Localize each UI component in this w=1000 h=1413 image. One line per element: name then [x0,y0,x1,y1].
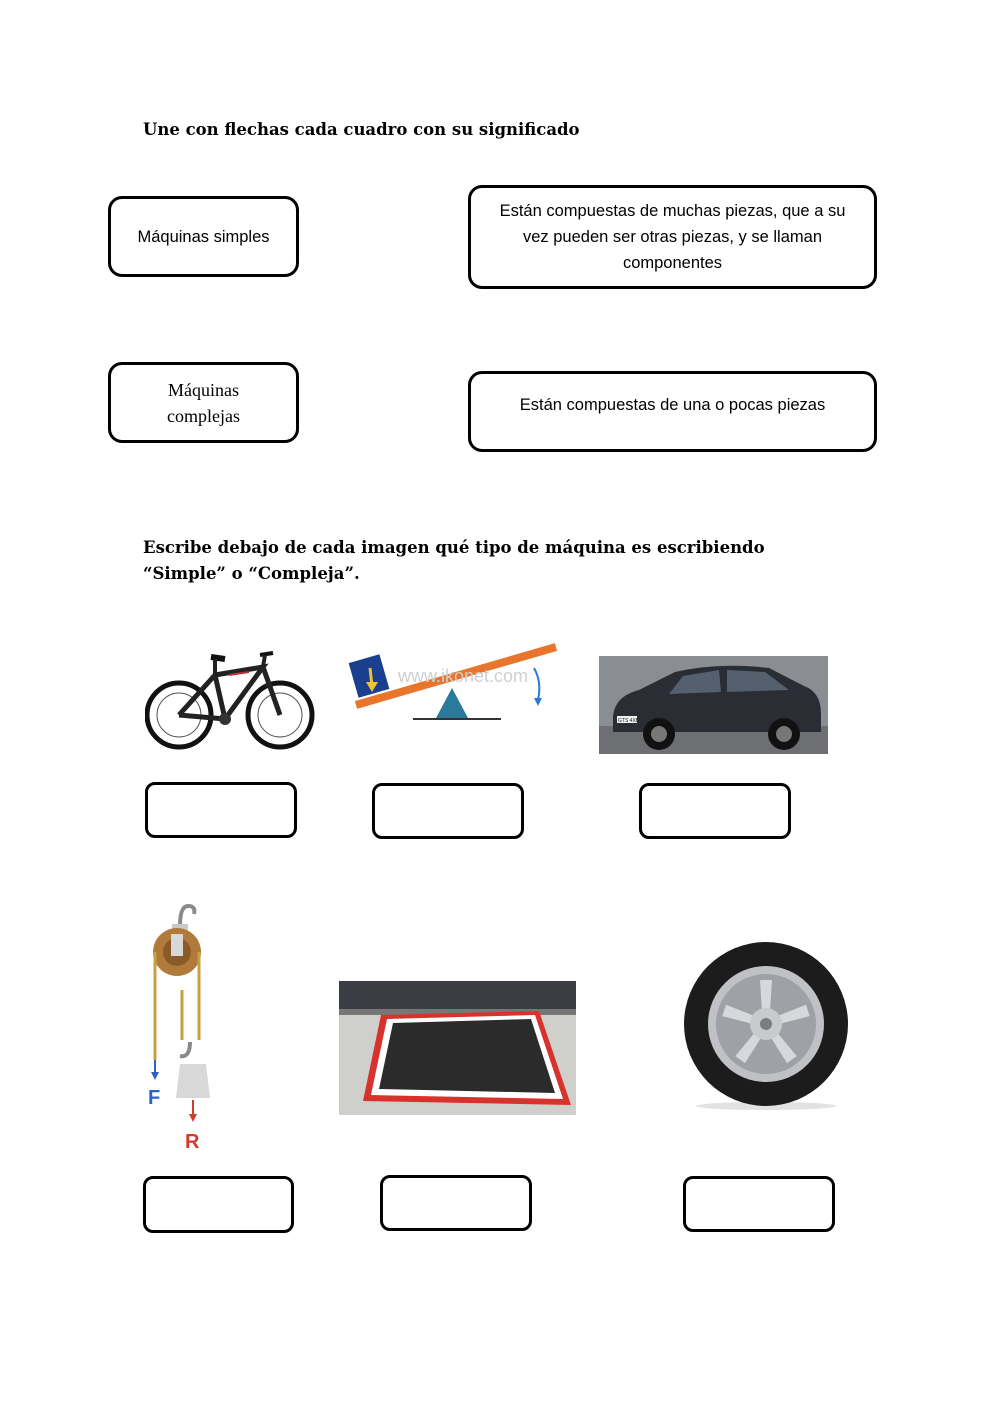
answer-box-pulley[interactable] [143,1176,294,1233]
matching-instructions: Une con flechas cada cuadro con su significado [143,120,580,139]
pulley-image [140,900,230,1155]
definition-text: Están compuestas de una o pocas piezas [519,396,826,414]
term-box-complex-machines[interactable] [108,362,299,443]
answer-box-wheel[interactable] [683,1176,835,1232]
lever-image [348,640,560,730]
answer-box-car[interactable] [639,783,791,839]
definition-box-many-pieces[interactable] [468,185,877,289]
watermark-text: www.ikonet.com [398,666,529,686]
plate-text: GTS 4XB [618,718,640,724]
car-image [599,656,828,754]
ramp-image [339,981,576,1115]
wheel-image [680,940,852,1112]
answer-box-bicycle[interactable] [145,782,297,838]
resistance-label: R [185,1131,200,1153]
bicycle-image [145,645,315,751]
force-label: F [148,1087,161,1109]
term-box-simple-machines[interactable] [108,196,299,277]
term-label: Máquinas complejas [167,379,240,426]
definition-box-few-pieces[interactable] [468,371,877,452]
answer-box-ramp[interactable] [380,1175,532,1231]
classification-instructions: Escribe debajo de cada imagen qué tipo de máquina es escribiendo “Simple” o “Compleja”. [143,538,765,583]
answer-box-lever[interactable] [372,783,524,839]
definition-text: Están compuestas de muchas piezas, que a su vez pueden ser otras piezas, y se llaman componentes [499,202,846,272]
term-label: Máquinas simples [137,227,270,246]
